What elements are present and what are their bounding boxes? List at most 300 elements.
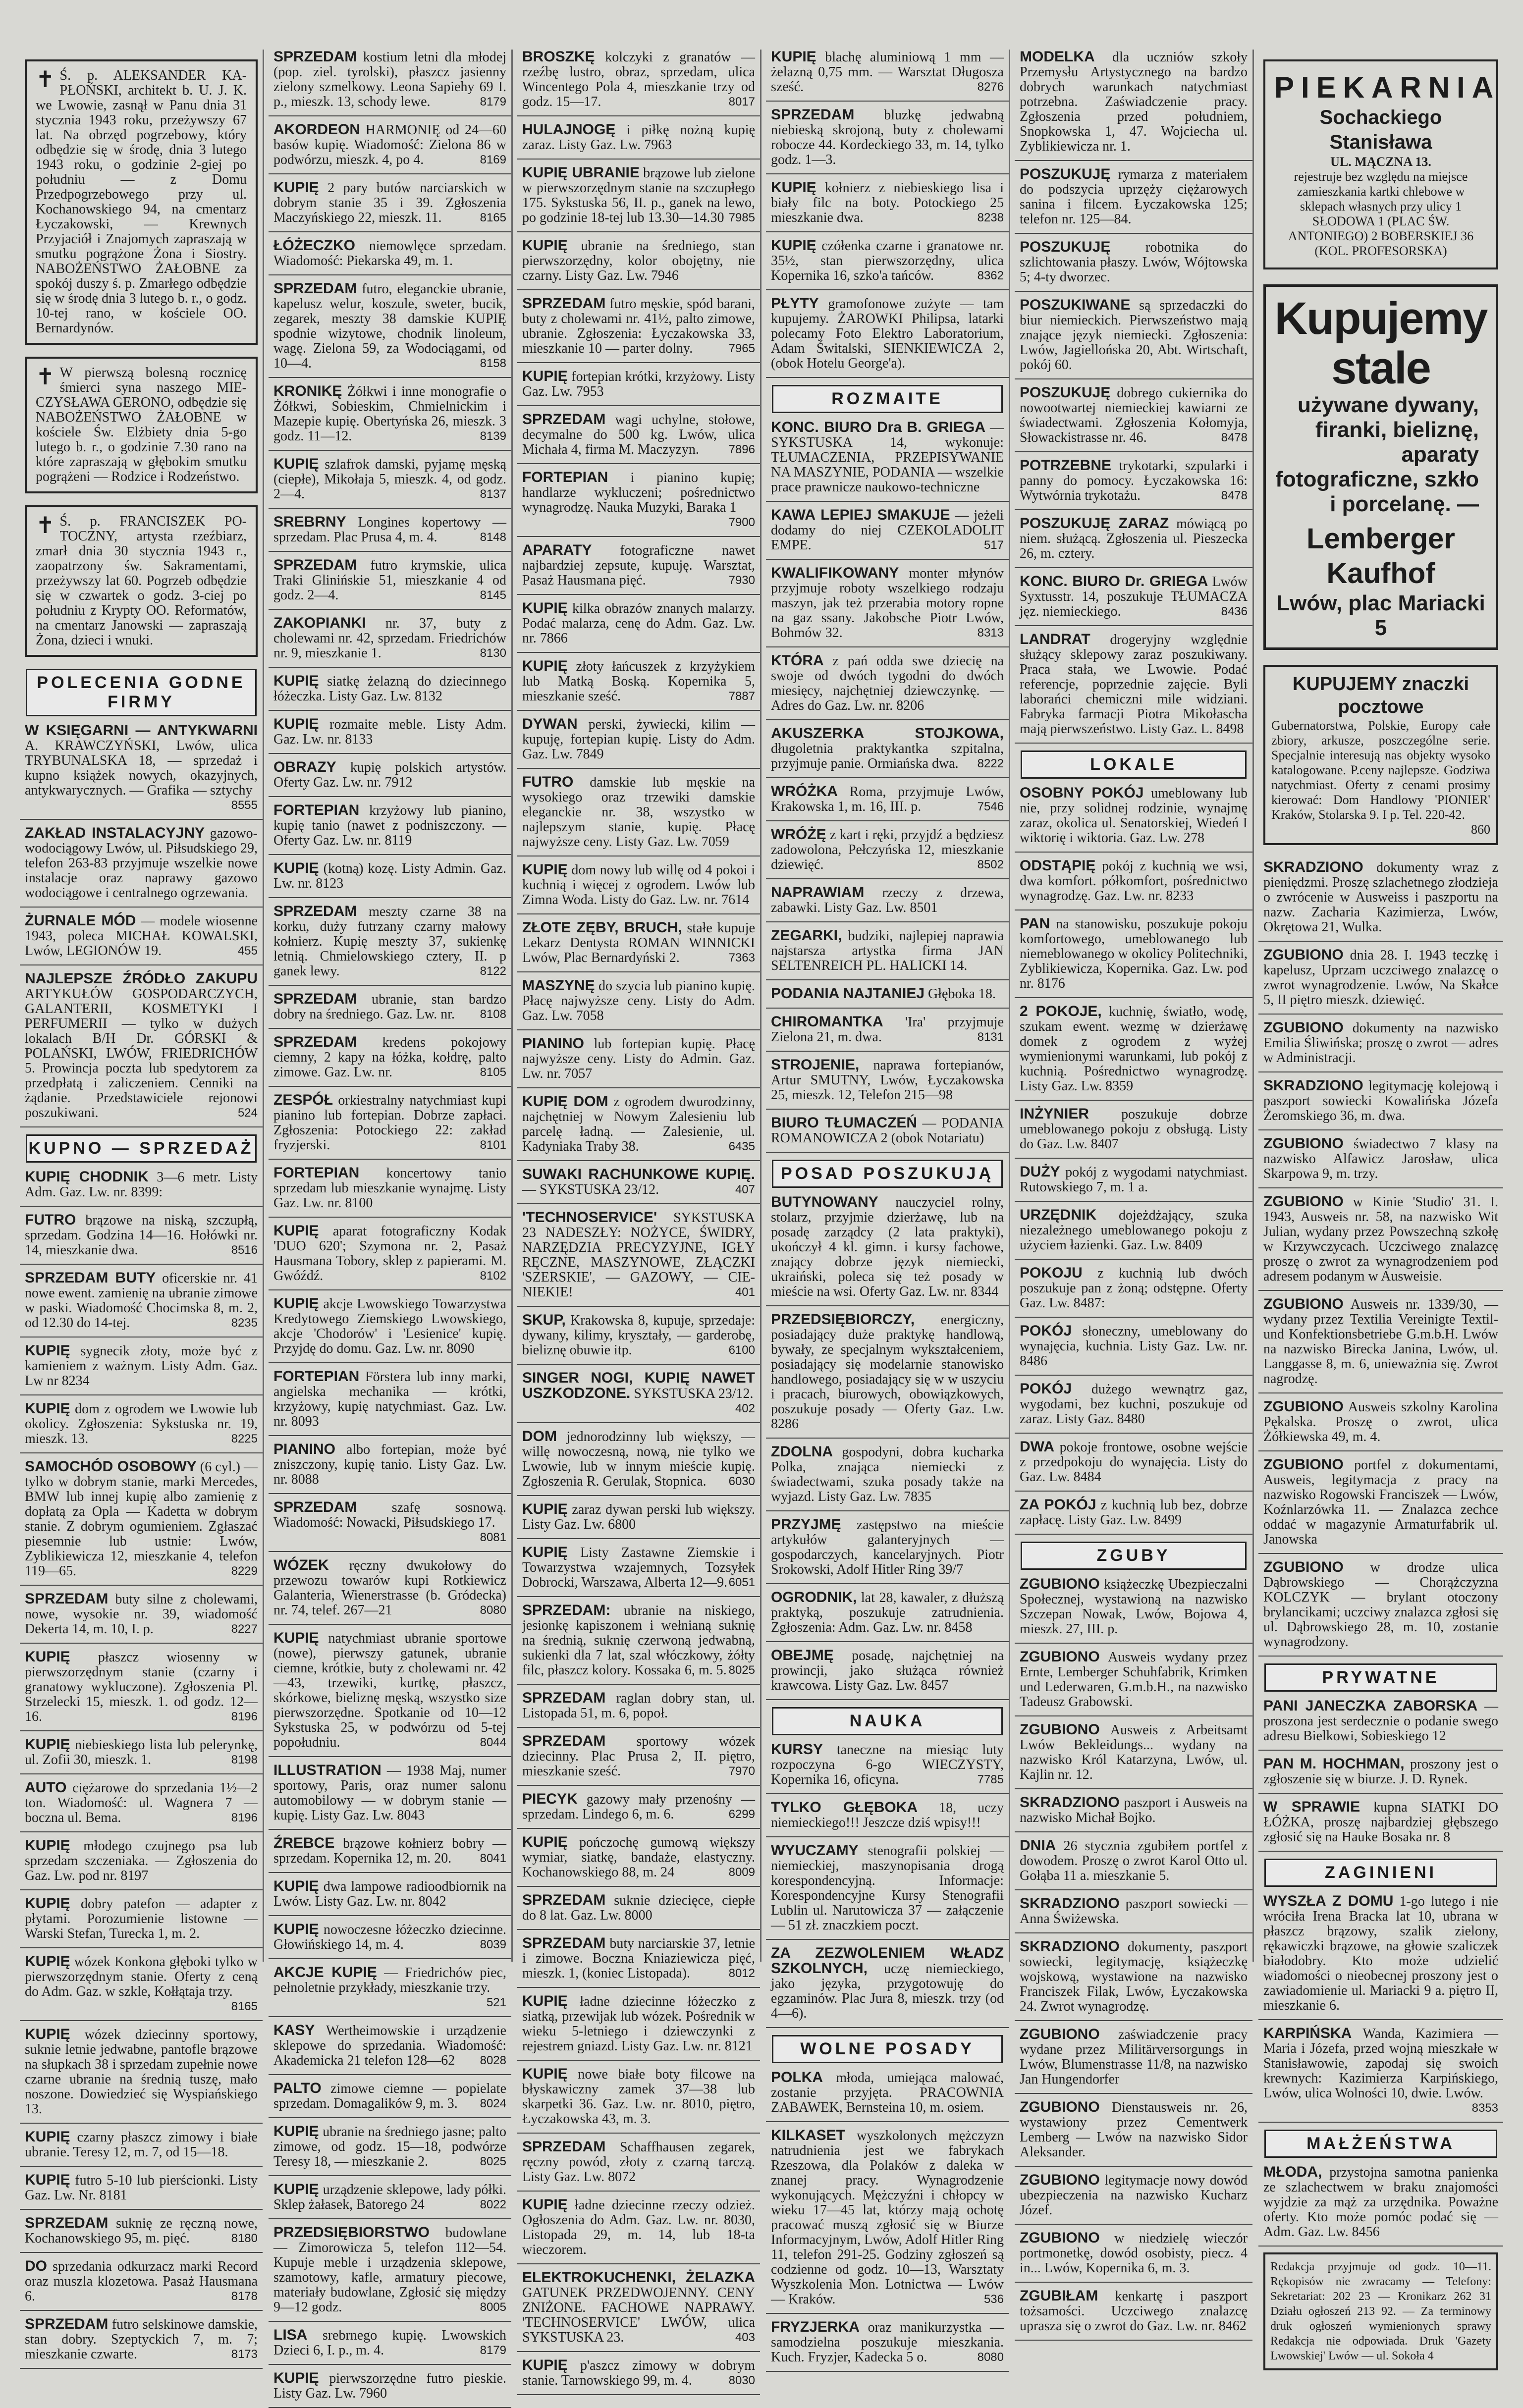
ad-kupno-sprzedaz-35: [517, 2197, 760, 2264]
ad-text: Krakowska 8, kupuje, sprzedaje: dywany, kilimy, kryształy, — garderobę, bieliznę obuwie itp.: [522, 1313, 756, 1358]
ad-lead: FORTEPIAN: [273, 1165, 360, 1181]
ad-kupno-sprzedaz-13: [269, 803, 511, 855]
ad-zguby-10: [1015, 2231, 1252, 2283]
ad-lead: KUPIĘ: [25, 1400, 70, 1417]
ad-lead: KUPIĘ: [25, 1649, 70, 1665]
ad-number: 8180: [231, 2232, 258, 2245]
ad-number: 402: [735, 1402, 755, 1415]
ad-lead: PIECYK: [522, 1791, 578, 1807]
ad-text: i piłkę nożną kupię zaraz. Listy Gaz. Lw. 7963: [522, 122, 755, 153]
ad-lead: POKOJU: [1020, 1265, 1083, 1281]
ad-lead: HULAJNOGĘ: [522, 121, 616, 138]
ad-number: 8229: [231, 1564, 258, 1578]
ad-kupno-11: [20, 1896, 263, 1948]
ad-text: — Friedrichów piec, pełnoletnie przykłady, mieszkanie trzy.: [273, 1965, 506, 1995]
ad-wolne-posady-6: [1015, 516, 1252, 568]
ad-kupno-sprzedaz-1: [517, 122, 760, 160]
ad-rozmaite-4: [766, 726, 1009, 778]
ad-text: monter młynów przyjmuje roboty wszelkiego rodzaju maszyn, jak też przerabia motory ropne na gaz ssany. Jakobsche Piotr Lwów, Bohmów 32.: [771, 566, 1004, 641]
ad-text: dwa lampowe radioodbiornik na Lwów. Listy Gaz. Lw. nr. 8042: [273, 1879, 506, 1909]
ad-lead: DOM: [522, 1428, 557, 1445]
ad-lead: ZGUBIONO: [1263, 1135, 1344, 1152]
ad-text: Förstera lub inny marki, angielska mechanika — krótki, krzyżowy, kupię natychmiast. Gaz. Lw. nr. 8093: [273, 1369, 507, 1429]
ad-number: 455: [237, 944, 258, 958]
ad-kupno-sprzedaz-11: [269, 717, 511, 754]
ad-lead: KUPIĘ: [522, 237, 568, 254]
ad-zaginieni-1: [1258, 2026, 1503, 2123]
ad-text: płaszcz wiosenny w pierwszorzędnym stanie (czarny i granatowy wykluczone). Zgłoszenia Pl. Strzelecki 15, mieszk. 1. od godz. 12—16.: [25, 1650, 258, 1724]
ad-text: młodego czujnego psa lub sprzedam szczeniaka. — Zgłoszenia do Gaz. Lw. pod nr. 8197: [25, 1838, 258, 1883]
ad-lokale-11: [1015, 1498, 1252, 1535]
ad-number: 536: [983, 2293, 1004, 2306]
ad-lead: POTRZEBNE: [1020, 457, 1112, 474]
ad-zguby-7: [1015, 2027, 1252, 2094]
ad-wolne-posady-2: [1015, 240, 1252, 292]
cross-icon: ✝: [36, 364, 55, 389]
ad-lead: KUPIĘ: [273, 456, 319, 472]
ad-lead: ZGUBIŁAM: [1020, 2288, 1098, 2304]
ad-text: jednorodzinny lub większy, — willę nowoczesną, nową, nie tylko we Lwowie, lub w innym mieście kupię. Zgłoszenia R. Gerulak, Stopnica.: [522, 1429, 756, 1489]
ad-lead: SPRZEDAM: [273, 903, 357, 919]
ad-number: 407: [735, 1183, 755, 1196]
ad-text: dom z ogrodem we Lwowie lub okolicy. Zgłoszenia: Sykstuska nr. 19, mieszk. 13.: [25, 1401, 258, 1446]
ad-text: gramofonowe zużyte — tam kupujemy. ŻAROWKI Philipsa, latarki polecamy Foto Elektro Laboratorium, Adam Świtalski, SIENKIEWICZA 2, (obok Hotelu George'a).: [771, 296, 1004, 371]
kupujemy-line-3: aparaty fotograficzne, szkło i porcelanę. —: [1275, 442, 1479, 516]
ad-number: 6299: [728, 1808, 755, 1821]
ad-lead: SKRADZIONO: [1263, 859, 1363, 875]
ad-text: uczę niemieckiego, jako języka, przygotowuję do egzaminów. Plac Jura 8, mieszk. trzy (od 4—6).: [771, 1961, 1004, 2021]
ad-kupno-sprzedaz-23: [517, 1502, 760, 1539]
ad-lead: KUPIĘ: [25, 2026, 70, 2042]
ad-posad-4: [766, 1590, 1009, 1642]
column-1: [20, 50, 264, 2362]
ad-number: 7900: [728, 516, 755, 529]
ad-lead: DNIA: [1020, 1837, 1056, 1854]
ad-kupno-2: [20, 1271, 263, 1338]
ad-kupno-sprzedaz-15: [269, 904, 511, 986]
ad-lead: ZGUBIONO: [1020, 1721, 1100, 1738]
obituary-text: W pierwszą bolesną rocznicę śmierci syna naszego MIE-CZYSŁAWA GERONO, odbędzie się NABOŻEŃSTWO ŻAŁOBNE w kościele Św. Elżbiety dnia 5-go lutego b. r., o godzinie 7.30 rano na które zapraszają w głębokim smutku pogrążeni — Rodzice i Rodzeństwo.: [36, 365, 247, 484]
ad-lead: KUPIĘ: [273, 179, 319, 196]
ad-lead: 2 POKOJE,: [1020, 1003, 1102, 1019]
ad-number: 8039: [480, 1938, 506, 1951]
ad-number: 8122: [480, 964, 506, 978]
ad-lead: PIANINO: [522, 1035, 585, 1052]
ad-text: Ausweis szkolny Karolina Pękalska. Proszę o zwrot, ulica Żółkiewska 49, m. 4.: [1263, 1399, 1498, 1445]
ad-text: przystojna samotna panienka ze szlachectwem w braku znajomości wyjdzie za mąż za urzędnika. Poważne oferty. Kto może pomóc podać się — Adm. Gaz. Lw. 8456: [1263, 2165, 1498, 2240]
ad-kupno-sprzedaz-22: [269, 1369, 511, 1436]
ad-lokale-3: [1015, 1004, 1252, 1101]
ad-kupno-0: [20, 1170, 263, 1207]
ad-text: rzeczy z drzewa, zabawki. Listy Gaz. Lw. 8501: [771, 885, 1004, 915]
ad-lead: PANI JANECZKA ZABORSKA: [1263, 1698, 1478, 1714]
ad-text: SYKSTUSKA 23 NADESZŁY: NOŻYCE, ŚWIDRY, NARZĘDZIA PRECYZYJNE, IGŁY RĘCZNE, MASZYNOWE, ZŁĄCZKI 'SZERSKIE', — GAZOWY, — CIE-NIEKIE!: [522, 1210, 755, 1300]
ad-kupno-sprzedaz-13: [517, 862, 760, 914]
ad-rozmaite-0: [766, 420, 1009, 502]
ad-kupno-sprzedaz-5: [517, 369, 760, 406]
ad-lead: ŁÓŻECZKO: [273, 237, 355, 254]
ad-text: futro męskie, spód barani, buty z cholewami nr. 41½, palto zimowe, ubranie. Zgłoszenia: Łyczakowska 33, mieszkanie 10 — parter dolny.: [522, 296, 755, 356]
ad-number: 8196: [231, 1710, 258, 1723]
ad-zguby-6: [1258, 1297, 1503, 1393]
ad-wolne-posady-3: [1015, 298, 1252, 379]
ad-text: — jeżeli dodamy do niej CZEKOLADOLIT EMPE.: [771, 508, 1004, 553]
ad-lead: POKÓJ: [1020, 1323, 1072, 1339]
ad-kupno-9: [20, 1780, 263, 1832]
ad-lead: ZDOLNA: [771, 1444, 833, 1460]
ad-lead: KUPIĘ: [25, 1953, 70, 1970]
ad-text: gospodyni, dobra kucharka Polka, znająca niemiecki z świadectwami, szuka posady także na wyjazd. Listy Gaz. Lw. 7835: [771, 1445, 1004, 1504]
ad-text: kuchnię, światło, wodę, szukam ewent. wezmę w dzierżawę domek z ogrodem z wyżej wymienionymi warunkami, lub pokój z kuchnią. Pośrednictwo wynagrodzę. Listy Gaz. Lw. 8359: [1020, 1004, 1248, 1094]
section-heading-rozmaite: ROZMAITE: [772, 385, 1003, 413]
ad-kupno-12: [20, 1954, 263, 2021]
ad-rozmaite-12: [766, 1116, 1009, 1153]
ad-text: 2 pary butów narciarskich w dobrym stanie 35 i 39. Zgłoszenia Maczyńskiego 22, mieszk. 11.: [273, 180, 507, 225]
ad-kupno-16: [20, 2216, 263, 2253]
ad-kupno-sprzedaz-4: [766, 296, 1009, 378]
ad-zguby-8: [1258, 1457, 1503, 1554]
ad-kupno-sprzedaz-32: [517, 1994, 760, 2061]
ad-text: pokój z wygodami natychmiast. Rutowskiego 7, m. 1 a.: [1020, 1165, 1248, 1195]
ad-kupno-sprzedaz-20: [517, 1313, 760, 1365]
ad-text: i pianino kupię; handlarze wykluczeni; pośrednictwo wynagrodzę. Nauka Muzyki, Baraka 1: [522, 470, 755, 515]
ad-wolne-posady-1: [1015, 167, 1252, 234]
ad-number: 8353: [1471, 2101, 1498, 2115]
ad-number: 7546: [977, 800, 1004, 813]
ad-kupno-sprzedaz-28: [517, 1792, 760, 1829]
ad-rozmaite-6: [766, 827, 1009, 879]
ad-text: Listy Zastawne Ziemskie i Towarzystwa wzajemnych, Tozsyłek Dobrocki, Warszawa, Alberta 12—9.: [522, 1545, 755, 1590]
column-5: [1015, 49, 1254, 2334]
ad-lead: SPRZEDAM: [273, 1034, 357, 1050]
ad-kupno-3: [20, 1343, 263, 1395]
ad-wolne-posady-4: [1015, 385, 1252, 452]
ad-kupno-sprzedaz-3: [269, 238, 511, 275]
ad-text: Żółkwi i inne monografie o Żółkwi, Sobieskim, Chmielnickim i Mazepie kupię. Obertyńska 26, mieszk. 3 godz. 11—12.: [273, 384, 506, 444]
ad-rozmaite-5: [766, 784, 1009, 821]
ad-rozmaite-10: [766, 1015, 1009, 1052]
ad-text: srebrnego kupię. Lwowskich Dzieci 6, I. p., m. 4.: [273, 2328, 506, 2358]
ad-lead: SINGER NOGI, KUPIĘ NAWET USZKODZONE.: [522, 1370, 755, 1401]
ad-lead: SUWAKI RACHUNKOWE KUPIĘ.: [522, 1166, 755, 1182]
column-2: [269, 49, 513, 2401]
ad-lead: ZAKOPIANKI: [273, 615, 366, 631]
ad-number: 8478: [1221, 431, 1248, 444]
ad-text: w Kinie 'Studio' 31. I. 1943, Ausweis nr. 58, na nazwisko Wit Julian, wydany przez Powszechną szkołę w Krzywczycach. Uczciwego znalazcę proszę o zwrot za wynagrodzeniem pod adresem podanym w Ausweisie.: [1263, 1194, 1498, 1284]
ad-lead: KUPIĘ: [522, 600, 568, 616]
ad-lead: KUPIĘ: [25, 1736, 70, 1753]
ad-lead: KUPIĘ: [522, 1501, 568, 1517]
ad-zguby-7: [1258, 1399, 1503, 1451]
kupujemy-line-1: używane dywany,: [1298, 393, 1479, 417]
ad-lead: AKORDEON: [273, 121, 361, 138]
ad-wolne-posady-5: [1015, 458, 1252, 510]
ad-text: fotograficzne nawet najbardziej zepsute, kupuję. Warsztat, Pasaż Hausmana pięć.: [522, 543, 755, 588]
ad-lead: ZGUBIONO: [1263, 1456, 1344, 1473]
ad-rozmaite-2: [766, 566, 1009, 647]
ad-lead: KRONIKĘ: [273, 383, 342, 399]
ad-lead: TYLKO GŁĘBOKA: [771, 1799, 918, 1816]
ad-kupno-sprzedaz-2: [517, 165, 760, 232]
ad-lead: ZŁOTE ZĘBY, BRUCH,: [522, 919, 682, 936]
ad-kupno-sprzedaz-36: [517, 2270, 760, 2352]
section-heading-polecenia: POLECENIA GODNE FIRMY: [26, 669, 257, 716]
ad-number: 8276: [977, 80, 1004, 94]
ad-lokale-6: [1015, 1208, 1252, 1260]
ad-lead: SPRZEDAM: [522, 411, 606, 428]
ad-kupno-sprzedaz-29: [269, 1879, 511, 1916]
ad-zguby-2: [1015, 1722, 1252, 1789]
ad-text: wyszkolonych mężczyzn natrudnienia jest we fabrykach Rzeszowa, dla Polaków z daleka w znanej pracy. Wynagrodzenie wykonujących. Mężczyźni i chłopcy w wieku 17—45 lat, którzy mają ochotę pracować muszą zgłosić się w Biurze Informacyjnym, Lwów, Adolf Hitler Ring 11, telefon 291-25. Godziny zgłoszeń są codzienne od godz. 10—13, Warsztaty Wyszkolenia Mon. Lotnictwa — Lwów — Kraków.: [771, 2128, 1004, 2307]
ad-kupno-10: [20, 1838, 263, 1890]
ad-wolne-posady-2: [766, 2320, 1009, 2372]
ad-lead: POKÓJ: [1020, 1381, 1072, 1397]
ad-kupno-sprzedaz-1: [269, 122, 511, 174]
ad-number: 8017: [728, 95, 755, 108]
ad-number: 521: [486, 1996, 506, 2009]
ad-kupno-sprzedaz-33: [517, 2067, 760, 2134]
ad-text: szlafrok damski, pyjamę męską (ciepłe), Mikołaja 5, mieszk. 4, od godz. 2—4.: [273, 457, 506, 502]
ad-text: dobrego cukiernika do nowootwartej niemieckiej kawiarni ze świadectwami. Zgłoszenia Kołomyja, Słowackistrasse nr. 46.: [1020, 385, 1248, 445]
ad-number: 8108: [480, 1008, 506, 1021]
ad-text: raglan dobry stan, ul. Listopada 51, m. 6, popoł.: [522, 1691, 755, 1721]
piekarnia-ad: [1263, 59, 1501, 269]
ad-text: ubranie na niskiego, jesionkę kapiszonem i wełnianą suknię na średnią, suknię czerwoną jedwabną, sukienki dla 7 lat, szal włóczkowy, żółty filc, płaszcz kolory. Kossaka 6, m. 5.: [522, 1603, 755, 1678]
ad-text: wózek Konkona głęboki tylko w pierwszorzędnym stanie. Oferty z ceną do Adm. Gaz. w szkle, Kołłątaja trzy.: [25, 1954, 258, 1999]
ad-lead: ZGUBIONO: [1020, 2230, 1100, 2246]
ad-lokale-8: [1015, 1324, 1252, 1376]
ad-text: ręczny dwukołowy do przewozu towarów kupi Rotkiewicz Galanteria, Wienerstrasse (b. Gródecka) nr. 74, telef. 267—21: [273, 1558, 506, 1618]
ad-text: rozmaite meble. Listy Adm. Gaz. Lw. nr. 8133: [273, 717, 506, 747]
ad-lead: KUPIĘ: [522, 2196, 568, 2213]
ad-text: umeblowany lub nie, przy solidnej rodzinie, wynajmę zaraz, okolica ul. Senatorskiej, Wiedeń I wiktorię i wiktoria. Gaz. Lw. 278: [1020, 786, 1248, 846]
ad-number: 401: [735, 1285, 755, 1299]
ad-number: 8028: [480, 2054, 506, 2067]
ad-lead: BUTYNOWANY: [771, 1194, 878, 1210]
ad-kupno-sprzedaz-27: [517, 1734, 760, 1786]
ad-kupno-sprzedaz-16: [517, 1036, 760, 1088]
ad-wolne-posady-1: [766, 2128, 1009, 2314]
ad-text: gazowo-wodociągowy Lwów, ul. Piłsudskiego 29, telefon 263-83 przyjmuje wszelkie nowe instalacje oraz naprawy gazowo wodociągowe i centralnego ogrzewania.: [25, 826, 258, 901]
ad-lead: 'TECHNOSERVICE': [522, 1209, 657, 1226]
ad-number: 7363: [728, 951, 755, 964]
ad-lead: SKUP,: [522, 1312, 566, 1328]
ad-zguby-5: [1258, 1194, 1503, 1291]
ad-kupno-sprzedaz-32: [269, 2023, 511, 2075]
ad-number: 8179: [480, 95, 506, 108]
ad-polecenia-3: [20, 971, 263, 1127]
ad-lead: ZGUBIONO: [1263, 947, 1344, 963]
ad-kupno-sprzedaz-0: [269, 50, 511, 116]
ad-lead: MŁODA,: [1263, 2164, 1322, 2180]
ad-text: ubranie, stan bardzo dobry na średniego. Gaz. Lw. nr.: [273, 992, 507, 1022]
ad-text: kostium letni dla młodej (pop. ziel. tyrolski), płaszcz jasienny zielony szmelkowy. Leona Sapiehy 69 I. p., mieszk. 13, schody lewe.: [273, 50, 506, 109]
ad-kupno-8: [20, 1737, 263, 1774]
ad-kupno-sprzedaz-28: [269, 1836, 511, 1873]
ad-kupno-6: [20, 1592, 263, 1644]
ad-text: akcje Lwowskiego Towarzystwa Kredytowego Ziemskiego Lwowskiego, akcje 'Chodorów' i 'Lesienice' kupię. Przyjdę do domu. Gaz. Lw. nr. 8090: [273, 1296, 507, 1356]
ad-kupno-sprzedaz-12: [269, 760, 511, 797]
ad-number: 7965: [728, 342, 755, 355]
ad-text: świadectwo 7 klasy na nazwisko Alfawicz Jarosław, ulica Skarpowa 9, m. trzy.: [1263, 1136, 1498, 1181]
ad-kupno-sprzedaz-18: [269, 1093, 511, 1160]
kupujemy-stale-ad: [1263, 284, 1498, 650]
ad-kupno-sprzedaz-31: [517, 1936, 760, 1988]
ad-text: blachę aluminiową 1 mm — żelazną 0,75 mm. — Warsztat Długosza sześć.: [771, 50, 1004, 95]
ad-lead: ILLUSTRATION: [273, 1762, 381, 1778]
ad-number: 7896: [728, 443, 755, 456]
ad-text: stałe kupuje Lekarz Dentysta ROMAN WINNICKI Lwów, Plac Bernardyński 2.: [522, 920, 755, 965]
ad-kupno-sprzedaz-17: [269, 1035, 511, 1087]
ad-kupno-sprzedaz-35: [269, 2182, 511, 2219]
ad-kupno-sprzedaz-1: [766, 107, 1009, 174]
ad-lead: FRYZJERKA: [771, 2319, 860, 2335]
ad-number: 403: [735, 2331, 755, 2344]
ad-lead: LISA: [273, 2327, 308, 2343]
ad-number: 8030: [728, 2374, 755, 2387]
ad-lead: OBEJMĘ: [771, 1647, 834, 1663]
ad-kupno-sprzedaz-14: [517, 920, 760, 972]
ad-lead: W SPRAWIE: [1263, 1799, 1360, 1815]
ad-lead: OGRODNIK,: [771, 1589, 857, 1605]
ad-text: w niedzielę wieczór portmonetkę, dowód osobisty, piecz. 4 in... Lwów, Kopernika 6, m. 3.: [1020, 2231, 1248, 2276]
ad-text: natychmiast ubranie sportowe (nowe), pierwszy gatunek, ubranie ciemne, krótkie, buty z cholewami nr. 42—43, trzewiki, kurtkę, płaszcz, skórkowe, bieliznę męską, wszystko size pierwszorzędne. Spotkanie od 10—12 Sykstuska 25, w podwórzu od 5-tej popołudniu.: [273, 1631, 507, 1750]
ad-rozmaite-8: [766, 928, 1009, 980]
ad-number: 8080: [480, 1604, 506, 1617]
ad-text: zimowe ciemne — popielate sprzedam. Domagalików 9, m. 3.: [273, 2081, 506, 2111]
ad-number: 8158: [480, 357, 506, 370]
ad-kupno-sprzedaz-36: [269, 2225, 511, 2322]
ad-lead: KUPIĘ: [522, 658, 568, 674]
ad-lead: STROJENIE,: [771, 1057, 860, 1073]
ad-text: futro krymskie, ulica Traki Glinińskie 51, mieszkanie 4 od godz. 2—4.: [273, 558, 506, 603]
ad-number: 8169: [480, 153, 506, 166]
ad-lokale-1: [1015, 858, 1252, 910]
ad-zguby-4: [1258, 1136, 1503, 1188]
ad-text: 18, uczy niemieckiego!!! Jeszcze dziś wpisy!!!: [771, 1800, 1004, 1830]
piekarnia-address: UL. MĄCZNA 13.: [1330, 155, 1431, 169]
ad-kupno-sprzedaz-9: [517, 601, 760, 653]
ad-lead: POSZUKUJĘ: [1020, 166, 1111, 182]
ad-lead: WYUCZAMY: [771, 1842, 859, 1859]
ad-number: 7985: [728, 211, 755, 224]
ad-number: 8025: [728, 1663, 755, 1677]
ad-lokale-0: [1015, 786, 1252, 853]
ad-text: 'Ira' przyjmuje Zielona 21, m. dwa.: [771, 1015, 1004, 1045]
ad-text: dojeżdżający, szuka niezależnego umeblowanego pokoju z użyciem łazienki. Gaz. Lw. 8409: [1020, 1208, 1248, 1253]
ad-text: nowoczesne łóżeczko dziecinne. Głowińskiego 14, m. 4.: [273, 1922, 507, 1952]
ad-lead: KUPIĘ: [273, 860, 319, 876]
ad-text: kredens pokojowy ciemny, 2 kapy na łóżka, kołdrę, palto zimowe. Gaz. Lw. nr.: [273, 1035, 507, 1080]
ad-lead: ZGUBIONO: [1263, 1296, 1344, 1312]
column-3: [517, 49, 762, 2388]
ad-text: niebieskiego lista lub pelerynkę, ul. Zofii 30, mieszk. 1.: [25, 1737, 258, 1767]
ad-text: albo fortepian, może być zniszczony, kupię tanio. Listy Gaz. Lw. nr. 8088: [273, 1442, 506, 1487]
ad-text: ubranie na średniego, stan pierwszorzędny, kolor obojętny, nie czarny. Listy Gaz. Lw. 7946: [522, 238, 755, 283]
ad-lead: KUPIĘ: [25, 2129, 70, 2145]
ad-lead: DO: [25, 2258, 47, 2274]
ad-number: 8436: [1221, 605, 1248, 618]
ad-text: Głęboka 18.: [928, 986, 996, 1002]
ad-lead: WRÓŻKA: [771, 783, 838, 800]
ad-kupno-sprzedaz-0: [766, 50, 1009, 102]
ad-kupno-sprzedaz-25: [269, 1558, 511, 1625]
ad-lead: KUPIĘ: [771, 237, 816, 254]
ad-lead: ŻURNALE MÓD: [25, 912, 136, 929]
ad-lead: KUPIĘ: [273, 1295, 319, 1312]
ad-lead: SPRZEDAM: [522, 295, 606, 312]
ad-number: 8080: [977, 2351, 1004, 2364]
znaczki-num: 860: [1471, 822, 1490, 837]
znaczki-title: KUPUJEMY znaczki pocztowe: [1292, 674, 1469, 717]
ad-lead: KUPIĘ: [522, 2357, 568, 2373]
ad-kupno-sprzedaz-10: [269, 674, 511, 711]
ad-rozmaite-7: [766, 885, 1009, 922]
ad-rozmaite-1: [766, 508, 1009, 560]
ad-text: zaraz dywan perski lub większy. Listy Gaz. Lw. 6800: [522, 1502, 756, 1532]
ad-text: paszport i Ausweis na nazwisko Michał Bojko.: [1020, 1795, 1248, 1825]
ad-nauka-1: [766, 1800, 1009, 1837]
ad-lead: CHIROMANTKA: [771, 1014, 883, 1030]
ad-text: ubranie na średniego jasne; palto zimowe, od godz. 15—18, podwórze Teresy 18, — mieszkanie 2.: [273, 2124, 507, 2169]
ad-number: 8145: [480, 589, 506, 602]
ad-text: dobry patefon — adapter z płytami. Porozumienie listowne — Warski Stefan, Turecka 1, m. 2.: [25, 1896, 258, 1941]
ad-text: sprzedania odkurzacz marki Record oraz muszla klozetowa. Pasaż Hausmana 6.: [25, 2259, 258, 2304]
ad-lead: INŻYNIER: [1020, 1106, 1089, 1122]
ad-text: na stanowisku, poszukuje pokoju komfortowego, umeblowanego lub niemeblowanego w okolicy Politechniki, Zyblikiewicza, Kopernika. Gaz. Lw. pod nr. 8176: [1020, 916, 1248, 991]
ad-kupno-sprzedaz-21: [269, 1296, 511, 1363]
obituary-2: [25, 505, 258, 657]
ad-lead: KTÓRA: [771, 652, 824, 669]
ad-lead: KUPIĘ: [522, 1834, 568, 1850]
ad-kupno-18: [20, 2317, 263, 2369]
ad-text: (kotną) kozę. Listy Admin. Gaz. Lw. nr. 8123: [273, 861, 506, 891]
ad-wolne-posady-7: [1015, 574, 1252, 626]
ad-lead: KUPIĘ CHODNIK: [25, 1169, 149, 1185]
ad-lead: KUPIĘ: [771, 49, 816, 65]
ad-number: 6100: [728, 1343, 755, 1357]
ad-kupno-sprzedaz-16: [269, 992, 511, 1029]
ad-text: — modele wiosenne 1943, poleca MICHAŁ KOWALSKI, Lwów, LEGIONÓW 19.: [25, 913, 258, 959]
section-heading-malzenstwa: MAŁŻEŃSTWA: [1264, 2130, 1497, 2158]
ad-prywatne-0: [1258, 1699, 1503, 1751]
ad-kupno-sprzedaz-9: [269, 616, 511, 668]
ad-text: posadę, najchętniej na prowincji, jako służąca również krawcowa. Listy Gaz. Lw. 8457: [771, 1648, 1004, 1693]
ad-lead: ZGUBIONO: [1020, 2026, 1100, 2042]
ad-lead: SPRZEDAM: [273, 1499, 357, 1515]
kupujemy-line-2: firanki, bieliznę,: [1315, 418, 1479, 442]
ad-lead: ZGUBIONO: [1020, 2099, 1100, 2115]
ad-lead: SPRZEDAM: [273, 49, 357, 65]
ad-text: rymarza z materiałem do podszycia uprzęży ciężarowych sanina i filcem. Łyczakowska 125; telefon nr. 125—84.: [1020, 167, 1248, 227]
ad-lead: KUPIĘ: [273, 1921, 319, 1937]
ad-text: — SYKSTUSKA 14, wykonuje: TŁUMACZENIA, PRZEPISYWANIE NA MASZYNIE, PODANIA — wszelkie prace prawnicze naukowo-techniczne: [771, 420, 1004, 495]
ad-prywatne-2: [1258, 1800, 1503, 1852]
ad-text: dużego wewnątrz gaz, wygodami, bez kuchni, poszukuje od zaraz. Listy Gaz. 8480: [1020, 1382, 1248, 1427]
ad-posad-1: [766, 1312, 1009, 1439]
ad-kupno-sprzedaz-33: [269, 2081, 511, 2118]
ad-lead: KONC. BIURO Dra B. GRIEGA: [771, 419, 986, 435]
ad-lokale-4: [1015, 1107, 1252, 1159]
ad-kupno-17: [20, 2259, 263, 2311]
ad-text: kupię polskich artystów. Oferty Gaz. Lw. nr. 7912: [273, 760, 507, 790]
ad-kupno-sprzedaz-4: [269, 281, 511, 378]
ad-polecenia-0: [20, 723, 263, 820]
ad-text: Ausweis wydany przez Ernte, Lemberger Schuhfabrik, Krimken und Lederwaren, G.m.b.H., na nazwisko Tadeusz Grabowski.: [1020, 1650, 1248, 1710]
ad-text: A. KRAWCZYŃSKI, Lwów, ulica TRYBUNALSKA 18, — sprzedaż i kupno książek nowych, okazyjnych, antykwarycznych. — Grafika — sztychy: [25, 738, 258, 798]
ad-lead: KUPIĘ: [273, 673, 319, 689]
ad-kupno-sprzedaz-6: [269, 457, 511, 509]
